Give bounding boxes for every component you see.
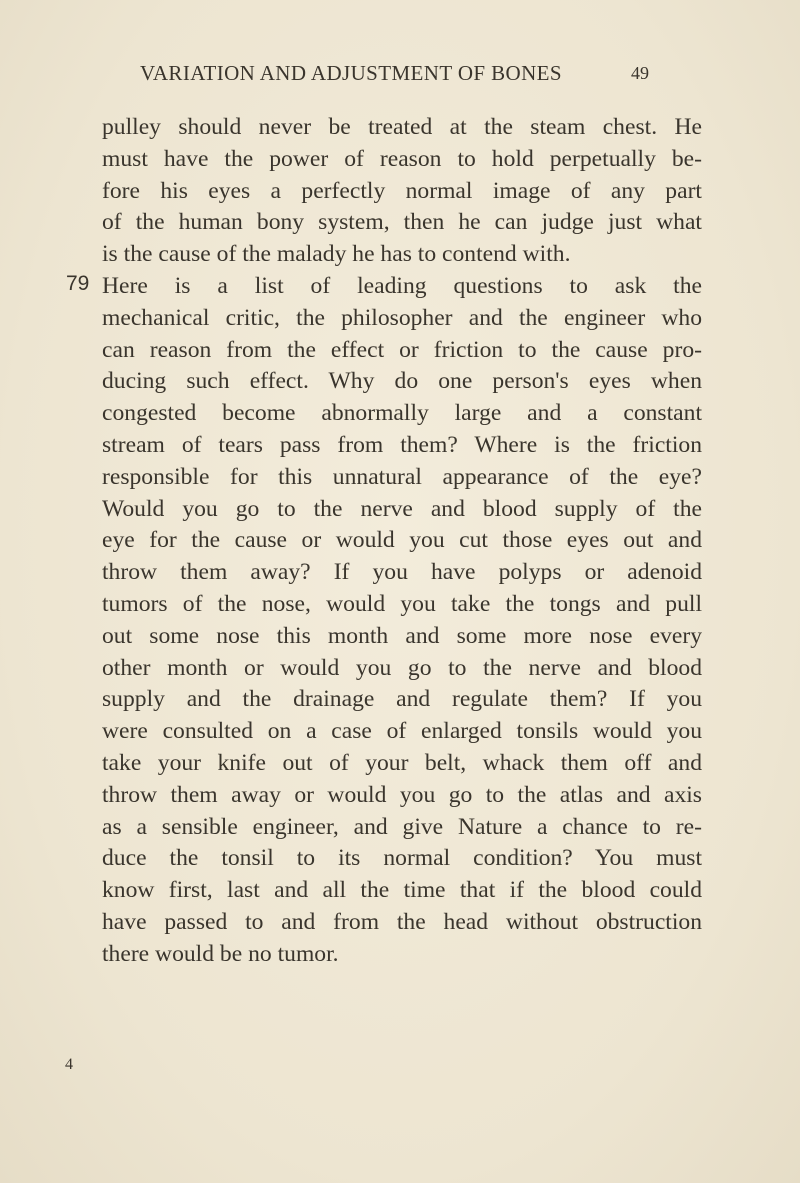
text-line: duce the tonsil to its normal condition? You must: [102, 845, 702, 872]
marginal-section-number: 79: [66, 272, 90, 295]
text-line: take your knife out of your belt, whack them off and: [102, 749, 702, 776]
text-line: there would be no tumor.: [102, 940, 339, 967]
text-line: as a sensible engineer, and give Nature a chance to re-: [102, 813, 702, 840]
text-line: throw them away or would you go to the atlas and axis: [102, 781, 702, 808]
text-line: Would you go to the nerve and blood supply of the: [102, 495, 702, 522]
text-line: fore his eyes a perfectly normal image of any part: [102, 177, 702, 204]
text-line: ducing such effect. Why do one person's eyes when: [102, 368, 702, 395]
text-line: know first, last and all the time that if the blood could: [102, 877, 702, 904]
text-line: stream of tears pass from them? Where is the friction: [102, 431, 702, 458]
text-line: can reason from the effect or friction to the cause pro-: [102, 336, 702, 363]
text-line: mechanical critic, the philosopher and the engineer who: [102, 304, 702, 331]
text-line: tumors of the nose, would you take the tongs and pull: [102, 590, 702, 617]
text-line: responsible for this unnatural appearance of the eye?: [102, 463, 702, 490]
text-line: eye for the cause or would you cut those eyes out and: [102, 527, 702, 554]
text-line: throw them away? If you have polyps or adenoid: [102, 559, 702, 586]
text-line: have passed to and from the head without obstruction: [102, 908, 702, 935]
running-title: VARIATION AND ADJUSTMENT OF BONES: [140, 61, 562, 85]
text-line: supply and the drainage and regulate them? If you: [102, 686, 702, 713]
text-line: must have the power of reason to hold perpetually be-: [102, 145, 702, 172]
text-line: pulley should never be treated at the steam chest. He: [102, 114, 702, 140]
text-line: of the human bony system, then he can judge just what: [102, 209, 702, 236]
signature-mark: 4: [65, 1056, 73, 1073]
page-number: 49: [631, 63, 649, 83]
text-line: Here is a list of leading questions to ask the: [102, 272, 702, 299]
text-line: congested become abnormally large and a constant: [102, 400, 702, 427]
text-line: out some nose this month and some more nose every: [102, 622, 702, 649]
body-paragraph: [102, 112, 702, 971]
text-line: other month or would you go to the nerve and blood: [102, 654, 702, 681]
text-line: were consulted on a case of enlarged tonsils would you: [102, 718, 702, 745]
text-line: is the cause of the malady he has to contend with.: [102, 241, 571, 268]
